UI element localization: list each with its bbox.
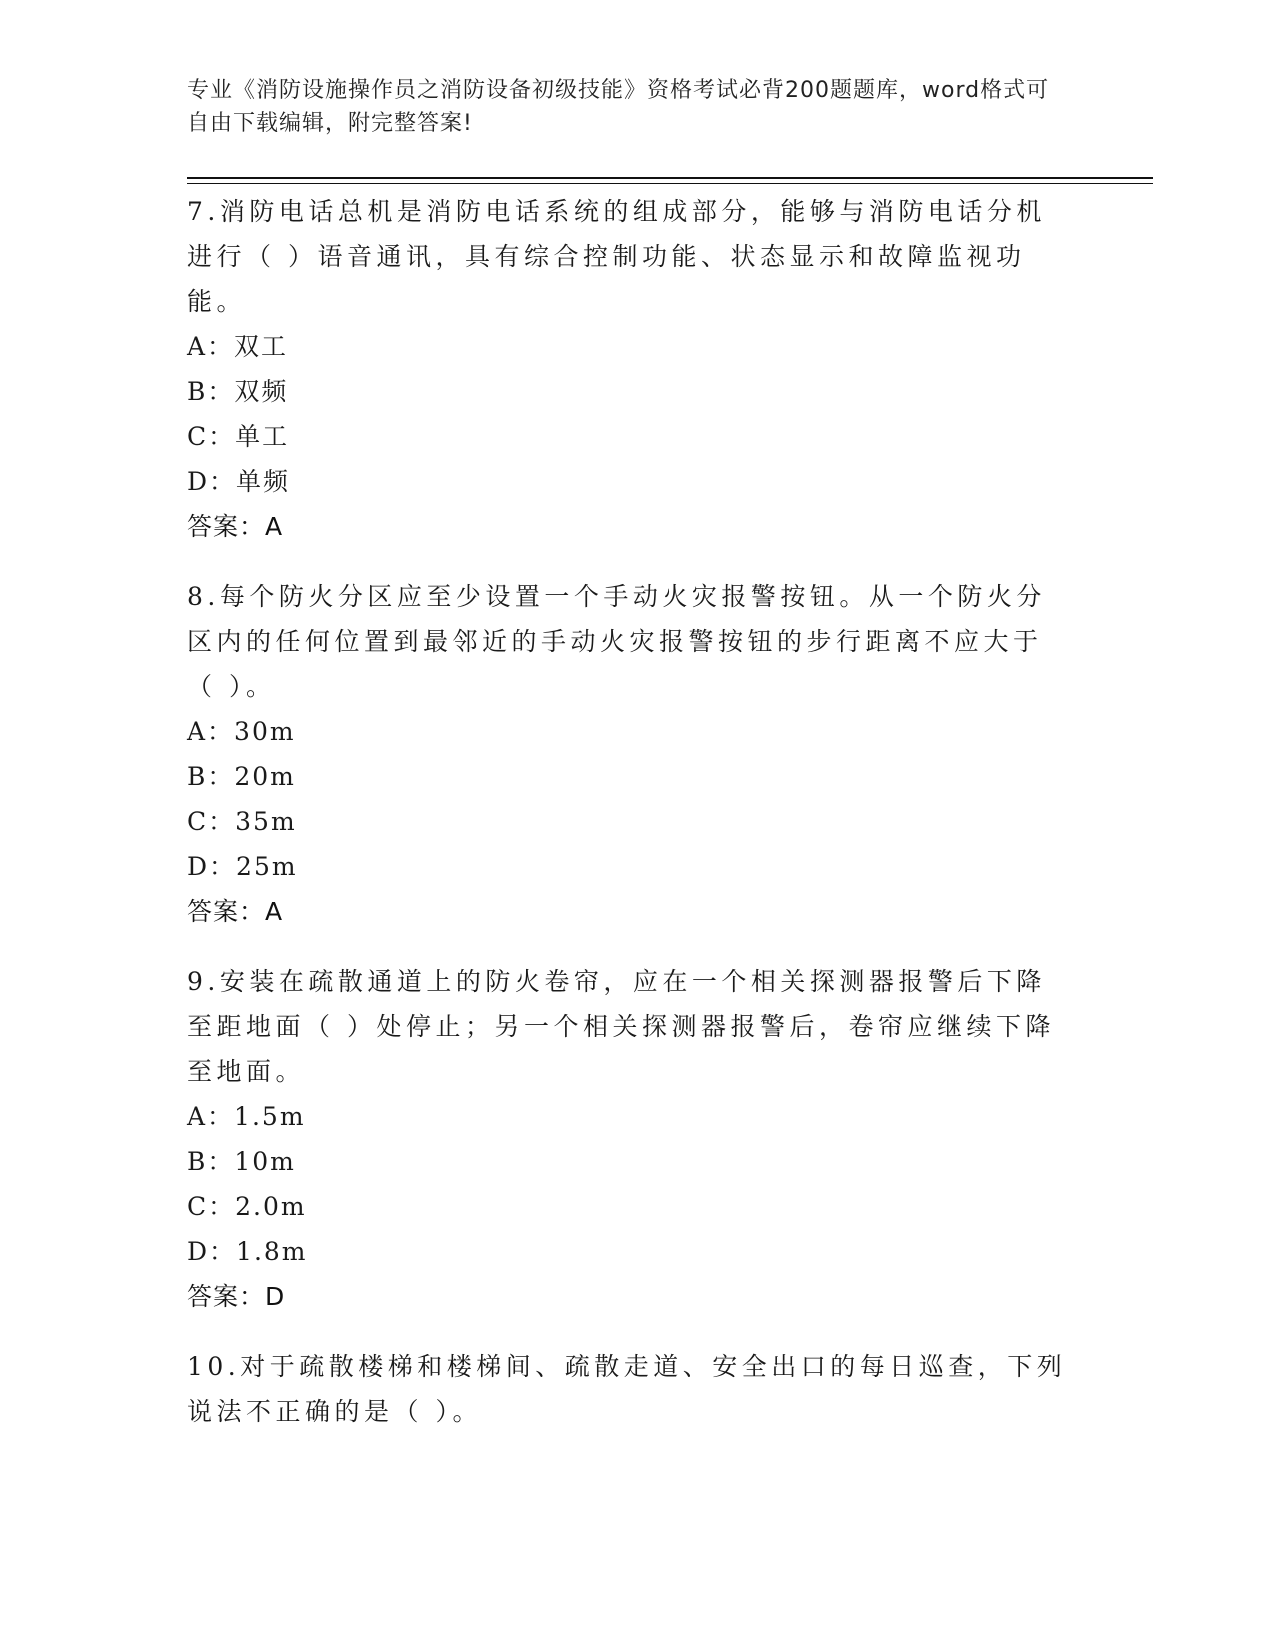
question-9 bbox=[187, 959, 1067, 1319]
answer-line: 答案：A bbox=[187, 897, 284, 926]
option-d: D：1.8m bbox=[187, 1237, 308, 1266]
option-c: C：单工 bbox=[187, 422, 290, 451]
option-a: A：双工 bbox=[187, 332, 289, 361]
header-rule-thick bbox=[187, 177, 1153, 179]
question-list bbox=[187, 189, 1067, 1459]
header-rule-thin bbox=[187, 183, 1153, 184]
question-stem: 7.消防电话总机是消防电话系统的组成部分，能够与消防电话分机进行（ ）语音通讯，具有综合控制功能、状态显示和故障监视功能。 bbox=[187, 197, 1046, 316]
option-b: B：20m bbox=[187, 762, 296, 791]
option-b: B：10m bbox=[187, 1147, 296, 1176]
option-b: B：双频 bbox=[187, 377, 289, 406]
question-stem: 10.对于疏散楼梯和楼梯间、疏散走道、安全出口的每日巡查，下列说法不正确的是（ ）。 bbox=[187, 1352, 1067, 1426]
question-stem: 8.每个防火分区应至少设置一个手动火灾报警按钮。从一个防火分区内的任何位置到最邻近的手动火灾报警按钮的步行距离不应大于（ ）。 bbox=[187, 582, 1046, 701]
question-8 bbox=[187, 574, 1067, 934]
question-10 bbox=[187, 1344, 1067, 1434]
question-7 bbox=[187, 189, 1067, 549]
option-a: A：30m bbox=[187, 717, 296, 746]
option-c: C：2.0m bbox=[187, 1192, 307, 1221]
answer-line: 答案：D bbox=[187, 1282, 286, 1311]
option-d: D：单频 bbox=[187, 467, 291, 496]
answer-line: 答案：A bbox=[187, 512, 284, 541]
option-c: C：35m bbox=[187, 807, 297, 836]
question-stem: 9.安装在疏散通道上的防火卷帘，应在一个相关探测器报警后下降至距地面（ ）处停止；另一个相关探测器报警后，卷帘应继续下降至地面。 bbox=[187, 967, 1055, 1086]
option-a: A：1.5m bbox=[187, 1102, 306, 1131]
option-d: D：25m bbox=[187, 852, 298, 881]
document-header: 专业《消防设施操作员之消防设备初级技能》资格考试必背200题题库，word格式可自由下载编辑，附完整答案! bbox=[187, 78, 1050, 136]
